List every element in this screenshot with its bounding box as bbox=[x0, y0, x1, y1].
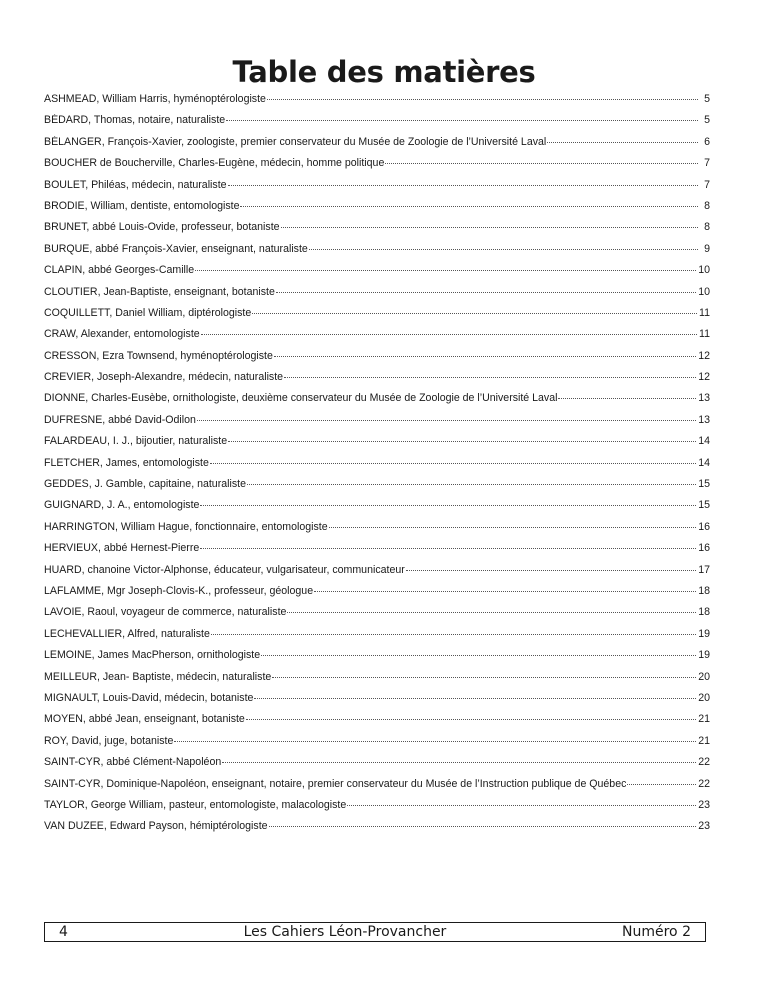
toc-dot-leader bbox=[261, 655, 696, 656]
footer-publication-name: Les Cahiers Léon-Provancher bbox=[243, 924, 447, 940]
toc-entry-page-number: 10 bbox=[698, 264, 710, 277]
toc-entry bbox=[44, 564, 710, 585]
toc-entry-title: BOUCHER de Boucherville, Charles-Eugène, médecin, homme politique bbox=[44, 157, 385, 170]
toc-entry bbox=[44, 778, 710, 799]
toc-entry-page-number: 15 bbox=[698, 499, 710, 512]
toc-entry-page-number: 16 bbox=[698, 542, 710, 555]
toc-dot-leader bbox=[329, 527, 697, 528]
table-of-contents bbox=[44, 93, 710, 842]
toc-entry bbox=[44, 221, 710, 242]
toc-entry-title: LECHEVALLIER, Alfred, naturaliste bbox=[44, 627, 210, 640]
toc-entry-title: SAINT-CYR, abbé Clément-Napoléon bbox=[44, 756, 222, 769]
toc-entry bbox=[44, 799, 710, 820]
toc-dot-leader bbox=[547, 142, 698, 143]
toc-entry-page-number: 10 bbox=[698, 285, 710, 298]
toc-dot-leader bbox=[174, 741, 696, 742]
toc-entry bbox=[44, 328, 710, 349]
toc-entry-title: ASHMEAD, William Harris, hyménoptérologiste bbox=[44, 93, 266, 105]
page-title: Table des matières bbox=[232, 55, 536, 90]
toc-entry-page-number: 21 bbox=[698, 734, 710, 747]
toc-entry-page-number: 8 bbox=[704, 221, 710, 234]
toc-dot-leader bbox=[347, 805, 696, 806]
toc-entry bbox=[44, 286, 710, 307]
toc-entry-page-number: 9 bbox=[704, 242, 710, 255]
toc-entry bbox=[44, 435, 710, 456]
toc-dot-leader bbox=[210, 463, 696, 464]
toc-entry-title: BURQUE, abbé François-Xavier, enseignant, naturaliste bbox=[44, 242, 308, 255]
toc-dot-leader bbox=[247, 484, 696, 485]
toc-entry bbox=[44, 243, 710, 264]
toc-entry-title: BRUNET, abbé Louis-Ovide, professeur, botaniste bbox=[44, 221, 280, 234]
toc-entry-title: HUARD, chanoine Victor-Alphonse, éducateur, vulgarisateur, communicateur bbox=[44, 563, 405, 576]
toc-entry bbox=[44, 628, 710, 649]
toc-dot-leader bbox=[200, 548, 696, 549]
toc-entry-page-number: 8 bbox=[704, 199, 710, 212]
toc-dot-leader bbox=[269, 826, 697, 827]
toc-dot-leader bbox=[274, 356, 696, 357]
toc-dot-leader bbox=[627, 784, 696, 785]
toc-dot-leader bbox=[200, 505, 696, 506]
toc-entry bbox=[44, 114, 710, 135]
toc-entry-title: GEDDES, J. Gamble, capitaine, naturaliste bbox=[44, 478, 246, 491]
toc-entry-title: BRODIE, William, dentiste, entomologiste bbox=[44, 199, 240, 212]
toc-entry-title: GUIGNARD, J. A., entomologiste bbox=[44, 499, 200, 512]
toc-entry-page-number: 20 bbox=[698, 691, 710, 704]
toc-entry-title: ROY, David, juge, botaniste bbox=[44, 734, 174, 747]
toc-entry-page-number: 22 bbox=[698, 777, 710, 790]
footer-page-number: 4 bbox=[59, 924, 68, 940]
toc-entry-title: VAN DUZEE, Edward Payson, hémiptérologiste bbox=[44, 820, 268, 833]
toc-dot-leader bbox=[222, 762, 696, 763]
toc-entry-page-number: 13 bbox=[698, 392, 710, 405]
toc-entry bbox=[44, 820, 710, 841]
toc-entry-page-number: 20 bbox=[698, 670, 710, 683]
toc-dot-leader bbox=[284, 377, 696, 378]
toc-entry-page-number: 18 bbox=[698, 606, 710, 619]
toc-entry-page-number: 19 bbox=[698, 649, 710, 662]
toc-dot-leader bbox=[281, 227, 698, 228]
toc-entry-page-number: 14 bbox=[698, 435, 710, 448]
toc-dot-leader bbox=[228, 185, 698, 186]
toc-entry bbox=[44, 713, 710, 734]
toc-entry-page-number: 22 bbox=[698, 756, 710, 769]
toc-entry-title: LAVOIE, Raoul, voyageur de commerce, naturaliste bbox=[44, 606, 287, 619]
toc-entry bbox=[44, 542, 710, 563]
toc-entry-title: CRAW, Alexander, entomologiste bbox=[44, 328, 200, 341]
toc-entry-page-number: 11 bbox=[699, 306, 710, 319]
toc-dot-leader bbox=[287, 612, 696, 613]
toc-entry-title: BÉDARD, Thomas, notaire, naturaliste bbox=[44, 114, 226, 127]
toc-entry-title: HARRINGTON, William Hague, fonctionnaire, entomologiste bbox=[44, 520, 328, 533]
toc-entry-title: BOULET, Philéas, médecin, naturaliste bbox=[44, 178, 227, 191]
toc-entry-title: MOYEN, abbé Jean, enseignant, botaniste bbox=[44, 713, 245, 726]
toc-entry-title: CLAPIN, abbé Georges-Camille bbox=[44, 264, 195, 277]
toc-dot-leader bbox=[406, 570, 696, 571]
toc-entry-title: LAFLAMME, Mgr Joseph-Clovis-K., professeur, géologue bbox=[44, 584, 314, 597]
toc-entry bbox=[44, 136, 710, 157]
toc-entry-title: DUFRESNE, abbé David-Odilon bbox=[44, 413, 196, 426]
toc-entry-page-number: 7 bbox=[704, 157, 710, 170]
toc-dot-leader bbox=[240, 206, 698, 207]
toc-entry-title: LEMOINE, James MacPherson, ornithologiste bbox=[44, 649, 261, 662]
toc-entry-page-number: 18 bbox=[698, 584, 710, 597]
toc-entry bbox=[44, 392, 710, 413]
toc-entry-page-number: 15 bbox=[698, 478, 710, 491]
toc-entry bbox=[44, 307, 710, 328]
toc-entry bbox=[44, 478, 710, 499]
toc-entry-title: HERVIEUX, abbé Hernest-Pierre bbox=[44, 542, 200, 555]
toc-entry bbox=[44, 200, 710, 221]
toc-entry bbox=[44, 157, 710, 178]
toc-dot-leader bbox=[211, 634, 696, 635]
footer-issue-number: Numéro 2 bbox=[622, 924, 691, 940]
toc-entry bbox=[44, 671, 710, 692]
toc-dot-leader bbox=[252, 313, 697, 314]
toc-entry-title: FLETCHER, James, entomologiste bbox=[44, 456, 209, 469]
toc-entry bbox=[44, 649, 710, 670]
toc-entry bbox=[44, 179, 710, 200]
toc-dot-leader bbox=[254, 698, 696, 699]
toc-entry-title: COQUILLETT, Daniel William, diptérologiste bbox=[44, 306, 252, 319]
toc-dot-leader bbox=[201, 334, 697, 335]
toc-entry bbox=[44, 585, 710, 606]
toc-entry-page-number: 23 bbox=[698, 798, 710, 811]
toc-dot-leader bbox=[309, 249, 698, 250]
toc-entry-page-number: 11 bbox=[699, 328, 710, 341]
toc-entry bbox=[44, 93, 710, 114]
toc-entry bbox=[44, 350, 710, 371]
toc-entry-title: FALARDEAU, I. J., bijoutier, naturaliste bbox=[44, 435, 228, 448]
toc-entry-title: BÉLANGER, François-Xavier, zoologiste, premier conservateur du Musée de Zoologie de l’Université Laval bbox=[44, 135, 547, 148]
toc-entry bbox=[44, 264, 710, 285]
toc-dot-leader bbox=[246, 719, 696, 720]
toc-entry-page-number: 5 bbox=[704, 93, 710, 105]
toc-entry-page-number: 5 bbox=[704, 114, 710, 127]
toc-entry bbox=[44, 499, 710, 520]
toc-entry-title: MIGNAULT, Louis-David, médecin, botaniste bbox=[44, 691, 254, 704]
toc-entry bbox=[44, 457, 710, 478]
toc-entry-title: SAINT-CYR, Dominique-Napoléon, enseignant, notaire, premier conservateur du Musée de l’Instruction publique de Québec bbox=[44, 777, 627, 790]
toc-entry-page-number: 6 bbox=[704, 135, 710, 148]
toc-entry bbox=[44, 521, 710, 542]
toc-entry-page-number: 16 bbox=[698, 520, 710, 533]
toc-entry-page-number: 19 bbox=[698, 627, 710, 640]
toc-entry-title: TAYLOR, George William, pasteur, entomologiste, malacologiste bbox=[44, 798, 347, 811]
toc-entry-page-number: 12 bbox=[698, 371, 710, 384]
toc-dot-leader bbox=[197, 420, 696, 421]
toc-entry-title: DIONNE, Charles-Eusèbe, ornithologiste, deuxième conservateur du Musée de Zoologie de l’Université Laval bbox=[44, 392, 558, 405]
toc-dot-leader bbox=[385, 163, 698, 164]
toc-entry-page-number: 12 bbox=[698, 349, 710, 362]
toc-dot-leader bbox=[558, 398, 696, 399]
toc-entry-title: CRESSON, Ezra Townsend, hyménoptérologiste bbox=[44, 349, 273, 362]
toc-entry bbox=[44, 606, 710, 627]
toc-dot-leader bbox=[195, 270, 696, 271]
toc-entry bbox=[44, 692, 710, 713]
toc-entry bbox=[44, 371, 710, 392]
toc-entry-page-number: 17 bbox=[698, 563, 710, 576]
toc-dot-leader bbox=[272, 677, 696, 678]
toc-entry-page-number: 7 bbox=[704, 178, 710, 191]
toc-entry-title: CLOUTIER, Jean-Baptiste, enseignant, botaniste bbox=[44, 285, 275, 298]
toc-entry-title: MEILLEUR, Jean- Baptiste, médecin, naturaliste bbox=[44, 670, 272, 683]
toc-entry-page-number: 21 bbox=[698, 713, 710, 726]
toc-dot-leader bbox=[267, 99, 698, 100]
toc-dot-leader bbox=[276, 292, 696, 293]
toc-entry-page-number: 23 bbox=[698, 820, 710, 833]
toc-entry bbox=[44, 414, 710, 435]
toc-entry bbox=[44, 735, 710, 756]
toc-dot-leader bbox=[228, 441, 696, 442]
toc-dot-leader bbox=[226, 120, 698, 121]
toc-entry bbox=[44, 756, 710, 777]
toc-dot-leader bbox=[314, 591, 696, 592]
toc-entry-page-number: 14 bbox=[698, 456, 710, 469]
page-footer bbox=[44, 922, 706, 942]
toc-entry-page-number: 13 bbox=[698, 413, 710, 426]
toc-entry-title: CREVIER, Joseph-Alexandre, médecin, naturaliste bbox=[44, 371, 284, 384]
